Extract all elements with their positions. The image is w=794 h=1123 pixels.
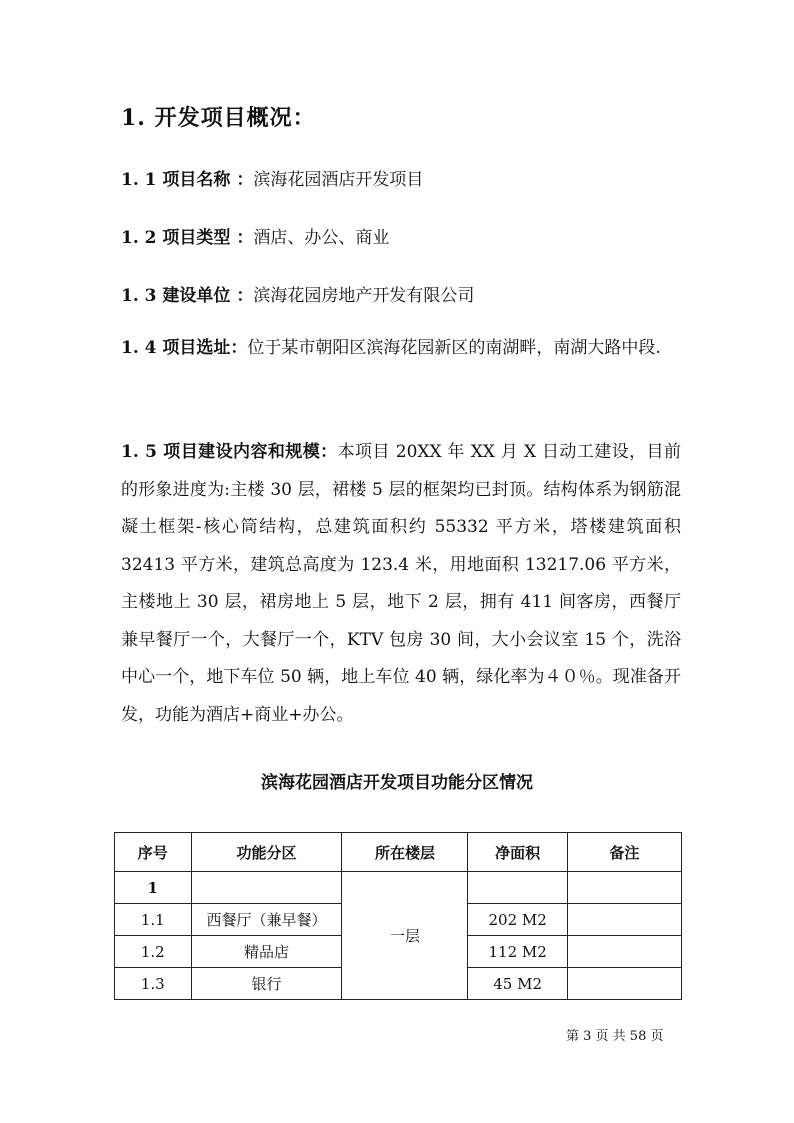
project-type-value: 酒店、办公、商业 [253, 228, 390, 248]
site-paragraph [121, 330, 681, 368]
header-floor: 所在楼层 [342, 833, 468, 872]
header-zone: 功能分区 [191, 833, 342, 872]
section-heading: 1. 开发项目概况： [121, 105, 316, 131]
table-header-row [115, 833, 682, 872]
cell-no: 1.1 [115, 904, 192, 936]
cell-area [468, 872, 567, 904]
developer-value: 滨海花园房地产开发有限公司 [253, 286, 475, 306]
project-name-label: 1. 1 项目名称 ： [121, 170, 254, 190]
site-value: 位于某市朝阳区滨海花园新区的南湖畔，南湖大路中段. [247, 338, 661, 358]
header-no: 序号 [115, 833, 192, 872]
cell-area: 45 M2 [468, 968, 567, 1000]
scale-value: 本项目 20XX 年 XX 月 X 日动工建设，目前的形象进度为:主楼 30 层，裙楼 5 层的框架均已封顶。结构体系为钢筋混凝土框架-核心筒结构，总建筑面积约 55332 平方米，塔楼建筑面积 32413 平方米，建筑总高度为 123.4 米，用地面积 13217.06 平方米，主楼地上 30 层，裙房地上 5 层，地下 2 层，拥有 411 间客房，西餐厅兼早餐厅一个，大餐厅一个，KTV 包房 30 间，大小会议室 15 个，洗浴中心一个，地下车位 50 辆，地上车位 40 辆，绿化率为４０％。现准备开发，功能为酒店+商业+办公。 [121, 442, 681, 725]
cell-area: 202 M2 [468, 904, 567, 936]
cell-area: 112 M2 [468, 936, 567, 968]
project-type-label: 1. 2 项目类型 ： [121, 228, 254, 248]
project-name-value: 滨海花园酒店开发项目 [253, 170, 424, 190]
scale-paragraph [121, 434, 681, 734]
developer-line [121, 281, 474, 306]
project-type-line [121, 223, 389, 248]
cell-zone: 银行 [191, 968, 342, 1000]
cell-zone [191, 872, 342, 904]
cell-note [567, 872, 681, 904]
developer-label: 1. 3 建设单位 ： [121, 286, 254, 306]
page-footer: 第 3 页 共 58 页 [566, 1029, 664, 1044]
scale-label: 1. 5 项目建设内容和规模： [121, 442, 338, 462]
project-name-line [121, 165, 423, 190]
header-area: 净面积 [468, 833, 567, 872]
cell-zone: 西餐厅（兼早餐） [191, 904, 342, 936]
table-caption: 滨海花园酒店开发项目功能分区情况 [261, 773, 533, 793]
site-label: 1. 4 项目选址： [121, 338, 248, 358]
table-row [115, 872, 682, 904]
cell-no: 1.2 [115, 936, 192, 968]
cell-note [567, 936, 681, 968]
cell-note [567, 904, 681, 936]
cell-note [567, 968, 681, 1000]
cell-floor-merged: 一层 [342, 872, 468, 1000]
header-note: 备注 [567, 833, 681, 872]
function-zone-table [114, 832, 682, 1000]
cell-no: 1 [115, 872, 192, 904]
cell-zone: 精品店 [191, 936, 342, 968]
cell-no: 1.3 [115, 968, 192, 1000]
